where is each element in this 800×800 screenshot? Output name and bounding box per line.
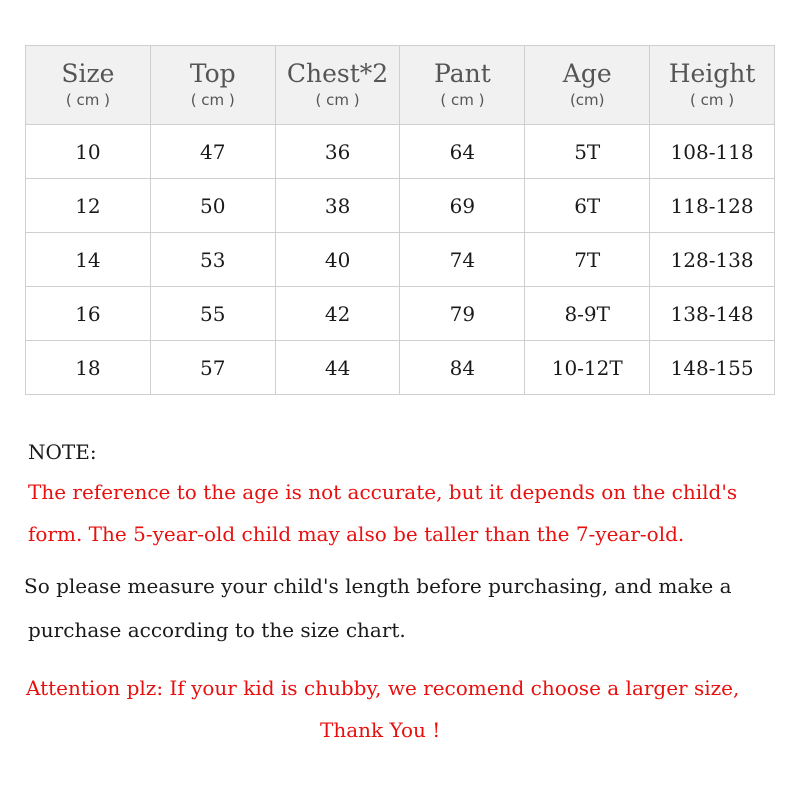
cell-chest: 42 xyxy=(275,287,400,341)
cell-size: 14 xyxy=(26,233,151,287)
header-age xyxy=(525,46,650,125)
header-top-label: Top xyxy=(189,59,236,88)
attention-text: Attention plz: If your kid is chubby, we recomend choose a larger size, xyxy=(26,676,740,700)
cell-age: 10-12T xyxy=(525,341,650,395)
note-label: NOTE: xyxy=(28,440,97,464)
header-size-label: Size xyxy=(61,59,115,88)
header-top xyxy=(150,46,275,125)
cell-height: 128-138 xyxy=(650,233,775,287)
header-height-label: Height xyxy=(668,59,756,88)
cell-size: 16 xyxy=(26,287,151,341)
table-row xyxy=(26,287,775,341)
header-pant-unit: ( cm ) xyxy=(440,91,485,109)
table-row xyxy=(26,341,775,395)
size-chart-header xyxy=(26,46,775,125)
cell-pant: 64 xyxy=(400,125,525,179)
table-row xyxy=(26,125,775,179)
size-chart-table xyxy=(25,45,775,395)
cell-age: 7T xyxy=(525,233,650,287)
cell-age: 5T xyxy=(525,125,650,179)
cell-height: 108-118 xyxy=(650,125,775,179)
header-size xyxy=(26,46,151,125)
warning-text-line-1: The reference to the age is not accurate, but it depends on the child's xyxy=(28,480,738,504)
header-pant xyxy=(400,46,525,125)
header-age-unit: (cm) xyxy=(569,91,605,109)
cell-top: 53 xyxy=(150,233,275,287)
cell-pant: 69 xyxy=(400,179,525,233)
header-height xyxy=(650,46,775,125)
cell-age: 8-9T xyxy=(525,287,650,341)
cell-size: 18 xyxy=(26,341,151,395)
cell-chest: 44 xyxy=(275,341,400,395)
size-chart-body xyxy=(26,125,775,395)
header-chest-unit: ( cm ) xyxy=(315,91,360,109)
cell-top: 55 xyxy=(150,287,275,341)
cell-chest: 38 xyxy=(275,179,400,233)
header-row xyxy=(26,46,775,125)
cell-height: 138-148 xyxy=(650,287,775,341)
cell-pant: 79 xyxy=(400,287,525,341)
header-size-unit: ( cm ) xyxy=(65,91,110,109)
cell-pant: 74 xyxy=(400,233,525,287)
header-height-unit: ( cm ) xyxy=(690,91,735,109)
advice-text-line-2: purchase according to the size chart. xyxy=(28,618,406,642)
warning-text-line-2: form. The 5-year-old child may also be taller than the 7-year-old. xyxy=(28,522,685,546)
cell-age: 6T xyxy=(525,179,650,233)
cell-pant: 84 xyxy=(400,341,525,395)
table-row xyxy=(26,233,775,287)
cell-chest: 36 xyxy=(275,125,400,179)
header-chest-label: Chest*2 xyxy=(286,59,389,88)
header-age-label: Age xyxy=(562,59,612,88)
cell-size: 10 xyxy=(26,125,151,179)
cell-chest: 40 xyxy=(275,233,400,287)
header-chest xyxy=(275,46,400,125)
thank-you-text: Thank You ! xyxy=(320,718,441,742)
cell-height: 148-155 xyxy=(650,341,775,395)
cell-top: 47 xyxy=(150,125,275,179)
header-top-unit: ( cm ) xyxy=(190,91,235,109)
cell-top: 50 xyxy=(150,179,275,233)
table-row xyxy=(26,179,775,233)
cell-size: 12 xyxy=(26,179,151,233)
header-pant-label: Pant xyxy=(434,59,491,88)
advice-text-line-1: So please measure your child's length before purchasing, and make a xyxy=(24,574,732,598)
cell-height: 118-128 xyxy=(650,179,775,233)
cell-top: 57 xyxy=(150,341,275,395)
